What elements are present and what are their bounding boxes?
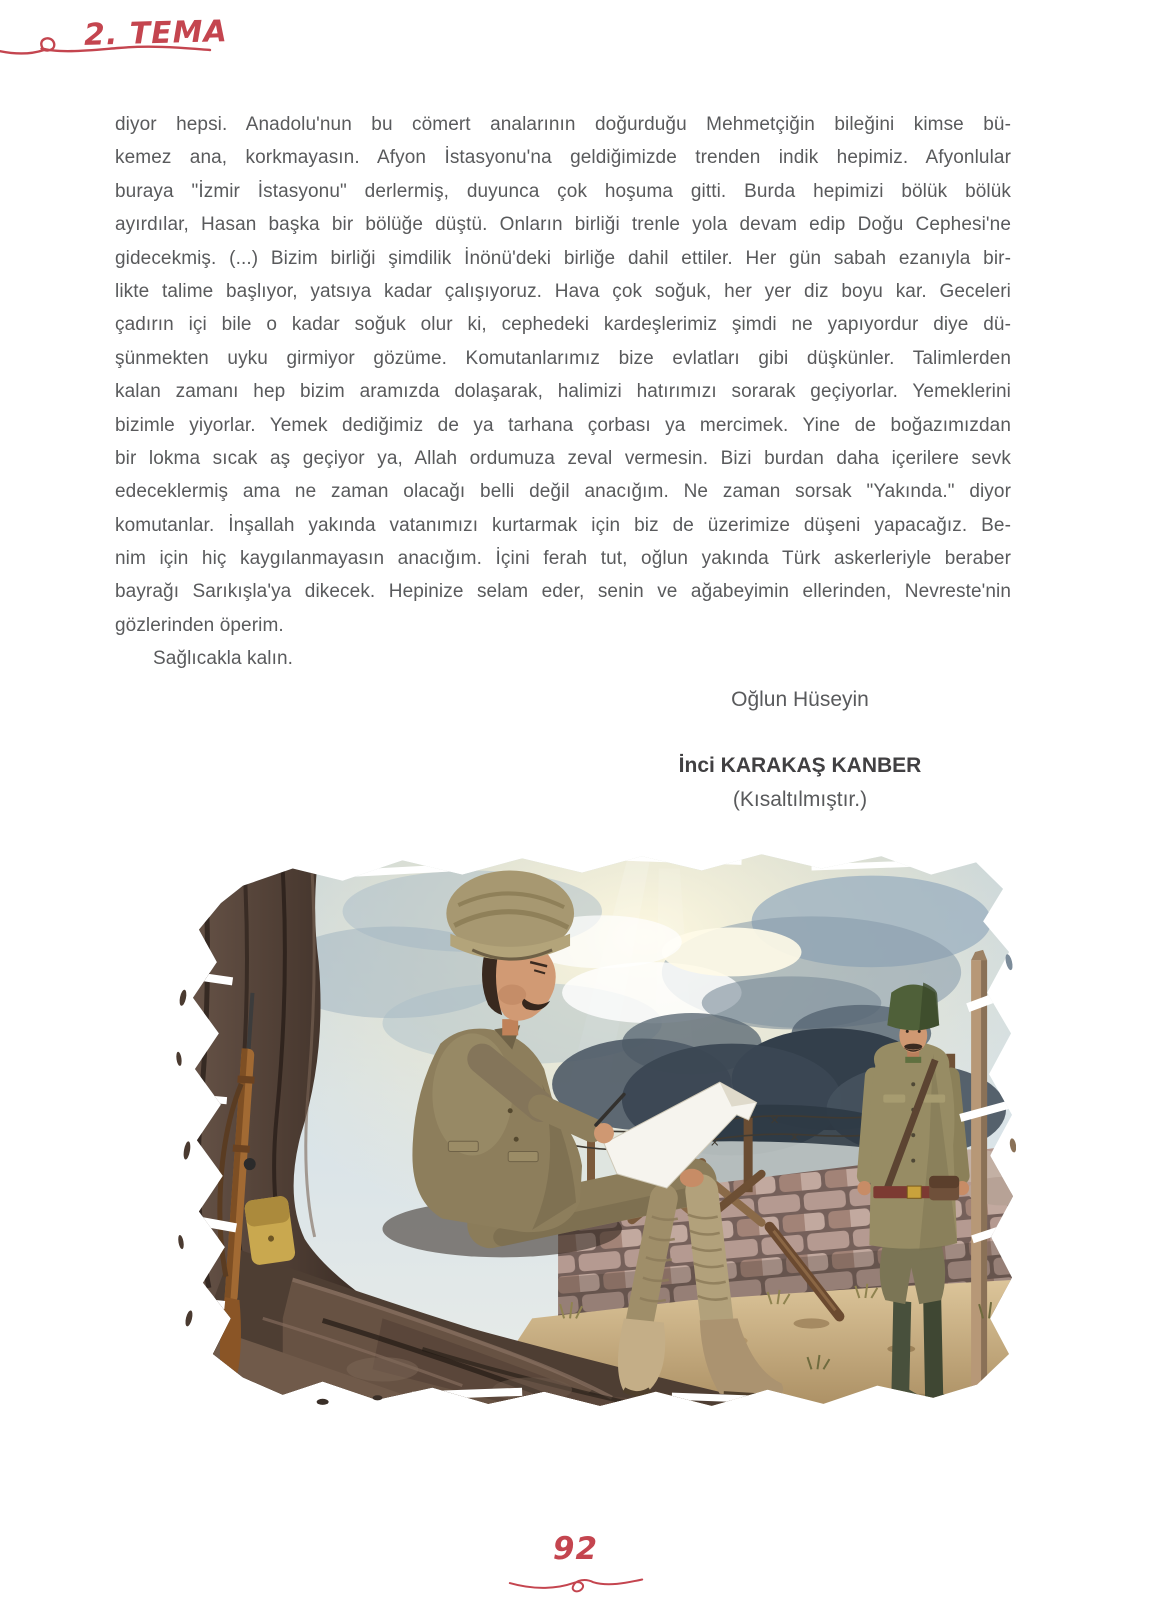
tall-post: [971, 950, 987, 1388]
letter-justified-lines: [115, 108, 1011, 609]
letter-line: edeceklermiş ama ne zaman olacağı belli değil anacığım. Ne zaman sorsak "Yakında." diyor: [115, 481, 1011, 503]
letter-farewell: Sağlıcakla kalın.: [153, 648, 294, 670]
footer-swirl-decoration: [508, 1571, 644, 1597]
officer-collar-tab: [905, 1057, 921, 1063]
letter-line: buraya "İzmir İstasyonu" derlermiş, duyunca çok hoşuma gitti. Burda hepimizi bölük bölük: [115, 180, 1011, 202]
author-name: İnci KARAKAŞ KANBER: [678, 754, 922, 777]
section-header: 2. TEMA: [83, 14, 229, 53]
signature-name: Oğlun Hüseyin: [731, 688, 869, 711]
officer-mustache: [904, 1044, 922, 1050]
ammo-pouch: [244, 1195, 296, 1266]
abridged-note: (Kısaltılmıştır.): [732, 788, 868, 811]
soldier-left-hand: [680, 1169, 704, 1187]
letter-line: likte talime başlıyor, yatsıya kadar çalışıyoruz. Hava çok soğuk, her yer diz boyu kar. Geceleri: [115, 280, 1011, 302]
letter-line: şünmekten uyku girmiyor gözüme. Komutanlarımız bize evlatları gibi düşkünler. Talimlerden: [115, 347, 1011, 369]
letter-line: gidecekmiş. (...) Bizim birliği şimdilik İnönü'deki birliğe dahil ettiler. Her gün sabah ezanıyla bir-: [115, 247, 1011, 269]
letter-line: kalan zamanı hep bizim aramızda dolaşarak, halimizi hatırımızı sorarak geçiyorlar. Yemeklerini: [115, 381, 1011, 403]
letter-line: bir lokma sıcak aş geçiyor ya, Allah ordumuza zeval vermesin. Bizi burdan daha içerilere sevk: [115, 447, 1011, 469]
letter-line: bizimle yiyorlar. Yemek dediğimiz de ya tarhana çorbası ya mercimek. Yine de boğazımızdan: [115, 414, 1011, 436]
soldier-letter-illustration: [173, 840, 1016, 1410]
officer-buckle: [907, 1186, 921, 1198]
illustration-canvas: [173, 840, 1016, 1410]
letter-line: kemez ana, korkmayasın. Afyon İstasyonu'na geldiğimizde trenden indik hepimiz. Afyonlular: [115, 147, 1011, 169]
signature-block: [560, 688, 1040, 812]
letter-line: ayırdılar, Hasan başka bir bölüğe düştü. Onların birliği trenle yola devam edip Doğu Cephesi'ne: [115, 214, 1011, 236]
letter-line: diyor hepsi. Anadolu'nun bu cömert analarının doğurduğu Mehmetçiğin bileğini kimse bü-: [115, 114, 1011, 135]
letter-line: bayrağı Sarıkışla'ya dikecek. Hepinize selam eder, senin ve ağabeyimin ellerinden, Nevreste'nin: [115, 581, 1011, 603]
letter-line: komutanlar. İnşallah yakında vatanımızı kurtarmak için biz de üzerimize düşeni yapacağız. Be-: [115, 514, 1011, 536]
letter-closing-line: gözlerinden öperim.: [115, 614, 284, 636]
letter-body: [115, 108, 1011, 676]
letter-line: nim için hiç kaygılanmayasın anacığım. İçini ferah tut, oğlun yakında Türk askerleriyle beraber: [115, 548, 1011, 570]
page-number: 92: [552, 1531, 599, 1567]
letter-line: çadırın içi bile o kadar soğuk olur ki, cephedeki kardeşlerimiz şimdi ne yapıyordur diye dü-: [115, 314, 1011, 336]
